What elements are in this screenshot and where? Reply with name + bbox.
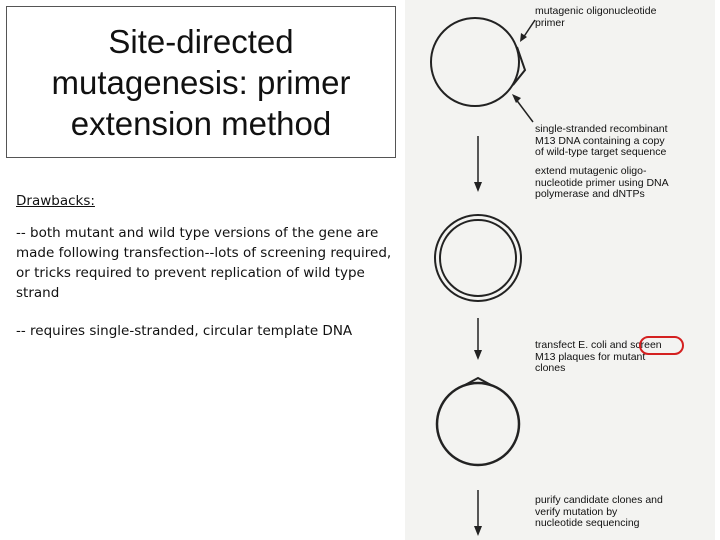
heteroduplex-outer-circle [435, 215, 521, 301]
drawbacks-heading: Drawbacks: [16, 193, 95, 209]
screen-highlight-circle [639, 336, 684, 355]
step-arrow-2-head [474, 350, 482, 360]
heteroduplex-inner-circle [440, 220, 516, 296]
template-label: single-stranded recombinant M13 DNA containing a copy of wild-type target sequence [535, 123, 668, 158]
mutant-circle [437, 383, 519, 465]
figure-drawing [405, 0, 715, 540]
drawback-point-2: -- requires single-stranded, circular template DNA [16, 323, 353, 339]
primer-pointer [523, 20, 535, 38]
template-pointer [515, 98, 533, 122]
extend-label: extend mutagenic oligo- nucleotide primer using DNA polymerase and dNTPs [535, 165, 669, 200]
purify-label: purify candidate clones and verify mutation by nucleotide sequencing [535, 494, 663, 529]
mutagenesis-figure [405, 0, 715, 540]
title-box [6, 6, 396, 158]
step-arrow-3-head [474, 526, 482, 536]
slide-title: Site-directed mutagenesis: primer extension method [51, 22, 351, 142]
primer-label: mutagenic oligonucleotide primer [535, 5, 657, 29]
template-circle [431, 18, 519, 106]
step-arrow-1-head [474, 182, 482, 192]
drawback-point-1: -- both mutant and wild type versions of the gene are made following transfection--lots of screening required, or tricks required to prevent replication of wild type strand [16, 225, 392, 301]
template-pointer-head [512, 94, 521, 103]
transfect-label: transfect E. coli and screen M13 plaques for mutant clones [535, 339, 662, 374]
